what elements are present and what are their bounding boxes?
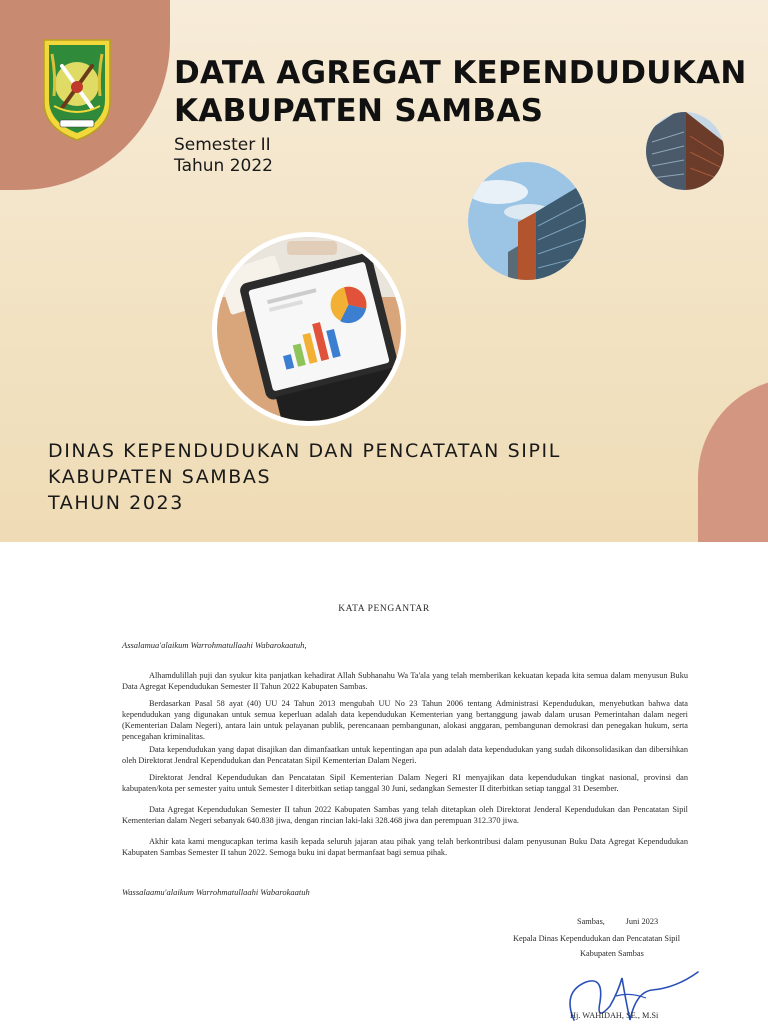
foreword-closing: Wassalaamu'alaikum Warrohmatullaahi Wabarokaatuh — [122, 887, 310, 897]
building-photo-small — [646, 112, 724, 190]
foreword-paragraph-3: Data kependudukan yang dapat disajikan dan dimanfaatkan untuk kepentingan apa pun adalah data kependudukan yang sudah dikonsolidasikan dan dibersihkan oleh Direktorat Jendral Kependudukan dan Pencatatan Sipil Kementerian Dalam Negeri. — [122, 745, 688, 765]
kabupaten-sambas-crest-logo — [40, 36, 114, 142]
building-photo-medium — [468, 162, 586, 280]
foreword-paragraph-4: Direktorat Jendral Kependudukan dan Pencatatan Sipil Kementerian Dalam Negeri RI menyajikan data kependudukan tingkat nasional, provinsi dan kabupaten/kota per semester yaitu untuk Semester I diterbitkan setiap tanggal 30 Juni, sedangkan Semester II diterbitkan setiap tanggal 31 Desember. — [122, 773, 688, 793]
foreword-paragraph-2: Berdasarkan Pasal 58 ayat (40) UU 24 Tahun 2013 mengubah UU No 23 Tahun 2006 tentang Administrasi Kependudukan, menyebutkan bahwa data kependudukan yang digunakan untuk semua keperluan adalah data kependudukan Kementerian yang bertanggung jawab dalam urusan Pemerintahan dalam negeri (Kementerian Dalam Negeri), antara lain untuk pelayanan publik, perencanaan pembangunan, alokasi anggaran, pembangunan demokrasi dan penegakan hukum, serta pencegahan kriminalitas. — [122, 699, 688, 741]
signature-place-date: Sambas, Juni 2023 — [577, 917, 659, 926]
foreword-paragraph-6: Akhir kata kami mengucapkan terima kasih kepada seluruh jajaran atau pihak yang telah berkontribusi dalam penyusunan Buku Data Agregat Kependudukan Kabupaten Sambas Semester II tahun 2022. Semoga buku ini dapat bermanfaat bagi semua pihak. — [122, 837, 688, 857]
foreword-greeting: Assalamua'alaikum Warrohmatullaahi Wabarokaatuh, — [122, 640, 307, 650]
cover-agency-line-1: DINAS KEPENDUDUKAN DAN PENCATATAN SIPIL — [48, 440, 561, 462]
cover-year: Tahun 2022 — [174, 156, 273, 176]
cover-semester: Semester II — [174, 135, 271, 155]
foreword-paragraph-1: Alhamdulillah puji dan syukur kita panjatkan kehadirat Allah Subhanahu Wa Ta'ala yang telah memberikan kekuatan kepada kita semua dalam menyusun Buku Data Agregat Kependudukan Semester II Tahun 2022 Kabupaten Sambas. — [122, 671, 688, 691]
cover-agency-line-2: KABUPATEN SAMBAS — [48, 466, 272, 488]
cover-agency-block — [48, 438, 561, 516]
signer-title: Kepala Dinas Kependudukan dan Pencatatan Sipil — [513, 934, 681, 943]
foreword-paragraph-5: Data Agregat Kependudukan Semester II tahun 2022 Kabupaten Sambas yang telah ditetapkan oleh Direktorat Jenderal Kependudukan dan Pencatatan Sipil Kementerian dalam Negeri sebanyak 640.838 jiwa, dengan rincian laki-laki 328.468 jiwa dan perempuan 312.370 jiwa. — [122, 805, 688, 825]
decorative-shape-bottom-right — [698, 378, 768, 542]
signer-name: Hj. WAHIDAH, SE., M.Si — [570, 1011, 659, 1020]
signer-office: Kabupaten Sambas — [580, 949, 644, 958]
tablet-chart-photo — [212, 232, 406, 426]
cover-title-line-2: KABUPATEN SAMBAS — [174, 93, 544, 129]
cover-agency-line-3: TAHUN 2023 — [48, 492, 184, 514]
foreword-page — [0, 542, 768, 1024]
cover-title-line-1: DATA AGREGAT KEPENDUDUKAN — [174, 55, 747, 91]
foreword-title: KATA PENGANTAR — [338, 604, 430, 614]
